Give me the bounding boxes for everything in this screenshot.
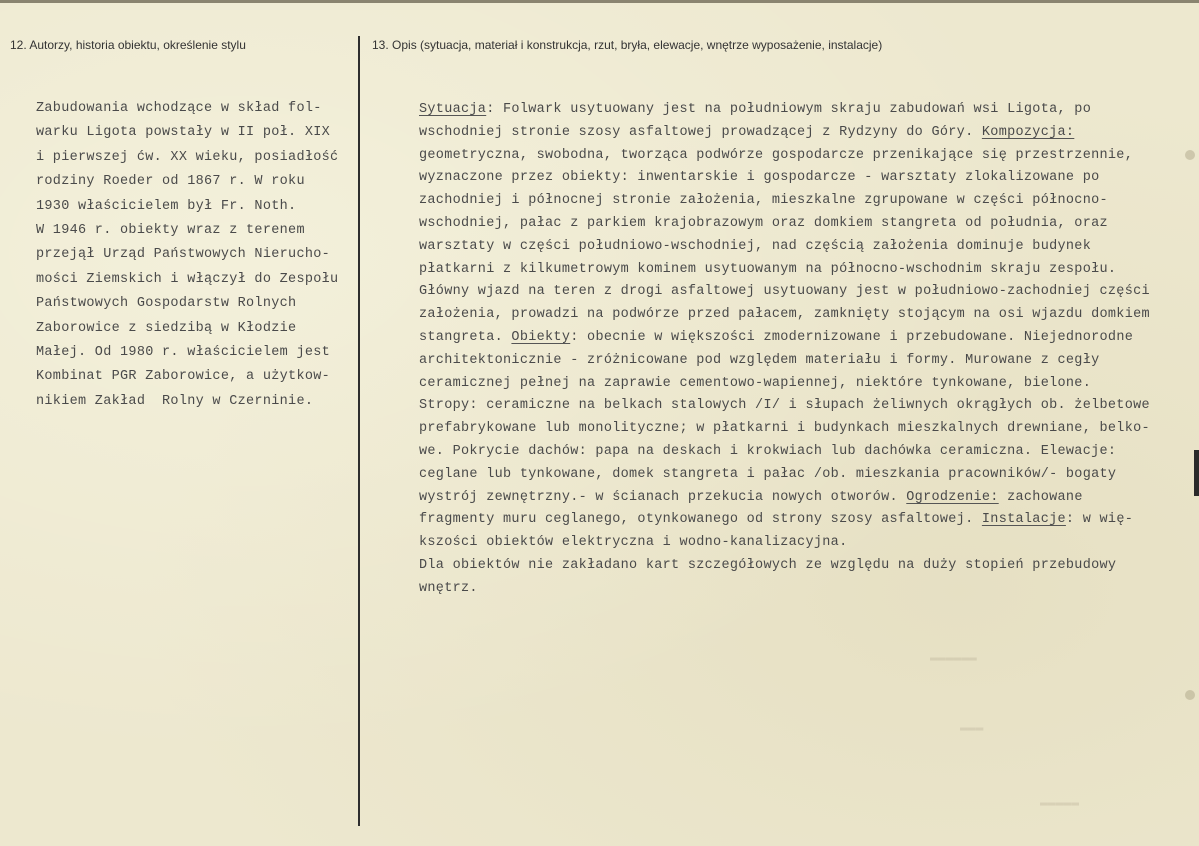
description-text: warsztaty w części południowo-wschodniej, nad częścią założenia dominuje budynek xyxy=(419,238,1092,254)
history-line: 1930 właścicielem był Fr. Noth. xyxy=(36,198,297,214)
description-line xyxy=(419,418,1150,441)
page-edge-mark xyxy=(1194,450,1199,496)
description-line xyxy=(419,236,1150,259)
history-line: Zabudowania wchodzące w skład fol- xyxy=(36,101,322,116)
description-text: założenia, prowadzi na podwórze przed pałacem, zamknięty stojącym na osi wjazdu domkiem xyxy=(419,307,1150,323)
description-text: architektonicznie - zróżnicowane pod względem materiału i formy. Murowane z cegły xyxy=(419,352,1100,368)
description-text: : obecnie w większości zmodernizowane i przebudowane. Niejednorodne xyxy=(570,329,1134,345)
underlined-keyword: Instalacje xyxy=(981,512,1066,528)
description-line xyxy=(419,350,1150,373)
description-text: prefabrykowane lub monolityczne; w płatkarni i budynkach mieszkalnych drewniane, belko- xyxy=(419,421,1150,437)
section-12-header: 12. Autorzy, historia obiektu, określenie stylu xyxy=(10,38,246,52)
description-line xyxy=(419,167,1150,190)
description-text: stangreta. xyxy=(419,329,512,345)
section-12-history-text xyxy=(36,97,338,414)
underlined-keyword: Obiekty xyxy=(511,329,571,345)
description-line xyxy=(419,373,1150,396)
description-text: Główny wjazd na teren z drogi asfaltowej usytuowany jest w południowo-zachodniej części xyxy=(419,284,1150,300)
description-line xyxy=(419,487,1150,510)
description-text: wnętrz. xyxy=(419,580,478,596)
history-line: Państwowych Gospodarstw Rolnych xyxy=(36,296,297,312)
underlined-keyword: Kompozycja: xyxy=(981,124,1075,140)
description-line xyxy=(419,464,1150,487)
description-text: geometryczna, swobodna, tworząca podwórze gospodarcze przenikające się przestrzennie, xyxy=(419,147,1134,163)
description-line xyxy=(419,213,1150,236)
description-text: : w wię- xyxy=(1065,512,1134,528)
description-line xyxy=(419,532,1150,555)
description-line xyxy=(419,99,1150,122)
show-through-mark: ▬▬▬▬▬▬ xyxy=(930,650,977,665)
history-line: nikiem Zakład Rolny w Czerninie. xyxy=(36,393,314,409)
section-13-header: 13. Opis (sytuacja, materiał i konstrukcja, rzut, bryła, elewacje, wnętrze wyposażenie, instalacje) xyxy=(372,38,883,52)
history-line: warku Ligota powstały w II poł. XIX xyxy=(36,125,331,141)
description-line xyxy=(419,509,1150,532)
underlined-keyword: Ogrodzenie: xyxy=(906,489,999,505)
description-text: wschodniej, pałac z parkiem krajobrazowym oraz domkiem stangreta od południa, oraz xyxy=(419,215,1108,231)
description-line xyxy=(419,327,1150,350)
history-line: W 1946 r. obiekty wraz z terenem xyxy=(36,222,305,238)
description-line xyxy=(419,441,1150,464)
description-text: ceramicznej pełnej na zaprawie cementowo-wapiennej, niektóre tynkowane, bielone. xyxy=(419,375,1092,391)
punch-hole-icon xyxy=(1185,150,1195,160)
description-line xyxy=(419,555,1150,578)
history-line: przejął Urząd Państwowych Nierucho- xyxy=(36,247,331,263)
description-line xyxy=(419,122,1150,145)
description-line xyxy=(419,145,1150,168)
description-text: Dla obiektów nie zakładano kart szczegółowych ze względu na duży stopień przebudowy xyxy=(419,557,1117,573)
description-line xyxy=(419,578,1150,601)
description-text: Stropy: ceramiczne na belkach stalowych /I/ i słupach żeliwnych okrągłych ob. żelbetowe xyxy=(419,398,1150,414)
description-text: : Folwark usytuowany jest na południowym skraju zabudowań wsi Ligota, po xyxy=(486,102,1092,117)
description-line xyxy=(419,259,1150,282)
description-line xyxy=(419,281,1150,304)
punch-hole-icon xyxy=(1185,690,1195,700)
column-divider xyxy=(358,36,360,826)
description-text: we. Pokrycie dachów: papa na deskach i krokwiach lub dachówka ceramiczna. Elewacje: xyxy=(419,443,1117,459)
description-text: płatkarni z kilkumetrowym kominem usytuowanym na północno-wschodnim skraju zespołu. xyxy=(419,261,1117,277)
history-line: Małej. Od 1980 r. właścicielem jest xyxy=(36,344,331,360)
history-line: mości Ziemskich i włączył do Zespołu xyxy=(36,271,339,287)
description-text: fragmenty muru ceglanego, otynkowanego od strony szosy asfaltowej. xyxy=(419,512,982,528)
underlined-keyword: Sytuacja xyxy=(419,102,487,117)
description-text: wyznaczone przez obiekty: inwentarskie i gospodarcze - warsztaty zlokalizowane po xyxy=(419,170,1100,186)
show-through-mark: ▬▬▬ xyxy=(960,720,984,735)
history-line: rodziny Roeder od 1867 r. W roku xyxy=(36,174,305,190)
description-text: wschodniej stronie szosy asfaltowej prowadzącej z Rydzyny do Góry. xyxy=(419,124,982,140)
description-text: kszości obiektów elektryczna i wodno-kanalizacyjna. xyxy=(419,535,848,551)
description-line xyxy=(419,190,1150,213)
description-text: wystrój zewnętrzny.- w ścianach przekucia nowych otworów. xyxy=(419,489,907,505)
history-line: i pierwszej ćw. XX wieku, posiadłość xyxy=(36,149,339,165)
history-line: Zaborowice z siedzibą w Kłodzie xyxy=(36,320,297,336)
top-edge-rule xyxy=(0,0,1199,3)
description-line xyxy=(419,304,1150,327)
description-text: ceglane lub tynkowane, domek stangreta i pałac /ob. mieszkania pracowników/- bogaty xyxy=(419,466,1117,482)
description-text: zachowane xyxy=(998,489,1083,505)
description-text: zachodniej i północnej stronie założenia, mieszkalne zgrupowane w części północno- xyxy=(419,193,1108,209)
show-through-mark: ▬▬▬▬▬ xyxy=(1040,795,1080,810)
section-13-description-text xyxy=(419,99,1150,601)
history-line: Kombinat PGR Zaborowice, a użytkow- xyxy=(36,369,331,385)
description-line xyxy=(419,395,1150,418)
